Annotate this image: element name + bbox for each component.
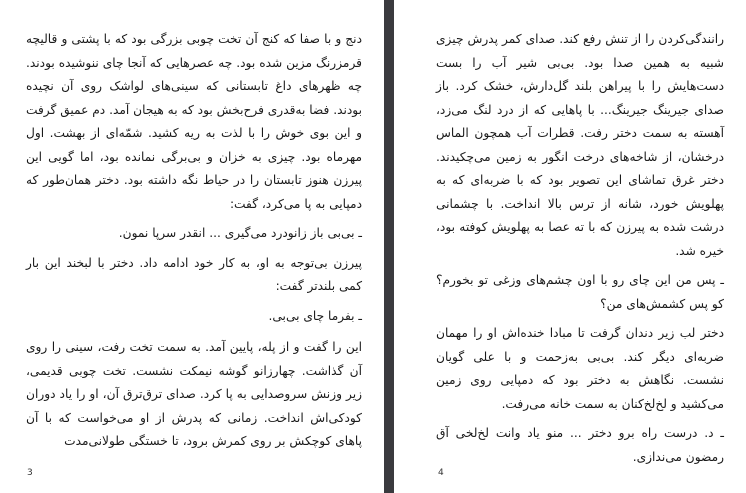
paragraph: این را گفت و از پله، پایین آمد. به سمت تخت رفت، سینی را روی آن گذاشت. چهارزانو گوشه نیمکت نشست. تخت چوبی قدیمی، زیر وزنش سروصدایی به پا کرد. صدای ترق‌ترق آن، او را یاد دوران کودکی‌اش انداخت. زمانی که پدرش از او می‌خواست که با آن پاهای کوچکش بر روی کمرش برود، تا خستگی طولانی‌مدت: [26, 340, 362, 448]
right-page-text: [436, 28, 724, 475]
paragraph: رانندگی‌کردن را از تنش رفع کند. صدای کمر پدرش چیزی شبیه به همین صدا بود. بی‌بی شیر آب را بست دست‌هایش را با پیراهن بلند گل‌دارش، خشک کرد. باز صدای جیرینگ جیرینگ... با پاهایی که از درد لنگ می‌زد، آهسته به سمت دختر رفت. قطرات آب همچون الماس درخشان، از شاخه‌های درخت انگور به زمین می‌چکیدند. دختر غرق تماشای این تصویر بود که با ضربه‌ای که به پهلویش خورد، شانه از ترس بالا انداخت. با چشمانی درشت شده به پیرزن که با ته عصا به پهلویش کوفته بود، خیره شد.: [436, 32, 724, 258]
paragraph: پیرزن بی‌توجه به او، به کار خود ادامه داد. دختر با لبخند این بار کمی بلندتر گفت:: [26, 255, 362, 293]
page-gutter-divider: [384, 0, 394, 493]
dialogue-line: ـ بفرما چای بی‌بی.: [268, 308, 362, 323]
page-number: 3: [27, 468, 33, 478]
dialogue-line: ـ د. درست راه برو دختر ... منو یاد وانت لخ‌لخی آق رمضون می‌ندازی.: [436, 426, 724, 464]
dialogue-line: ـ بی‌بی باز زانودرد می‌گیری ... انقدر سرپا نمون.: [118, 226, 362, 240]
paragraph: دختر لب زیر دندان گرفت تا مبادا خنده‌اش او را مهمان ضربه‌ای دیگر کند. بی‌بی به‌زحمت و با علی گویان نشست. نگاهش به دختر بود که دمپایی روی زمین می‌کشید و لخ‌لخ‌کنان به سمت خانه می‌رفت.: [436, 326, 724, 411]
left-page-text: [26, 28, 362, 460]
right-page: [394, 0, 746, 493]
dialogue-line: ـ پس من این چای رو با اون چشم‌های وزغی تو بخورم؟ کو پس کشمش‌های من؟: [436, 273, 724, 311]
paragraph: دنج و با صفا که کنج آن تخت چوبی بزرگی بود که با پشتی و قالیچه قرمزرنگ مزین شده بود. چه عصرهایی که آنجا چای ننوشیده بودند. چه ظهرهای داغ تابستانی که سینی‌های لواشک روی آن نچیده بودند. فضا به‌قدری فرح‌بخش بود که به هیجان آمد. دم عمیق گرفت و این بوی خوش را با لذت به ریه کشید. شمّه‌ای از بهشت. اول مهرماه بود. چیزی به خزان و بی‌برگی نمانده بود، اما گویی این پیرزن هنوز تابستان را در حیاط نگه داشته بود. دختر همان‌طور که دمپایی به پا می‌کرد، گفت:: [26, 32, 362, 211]
page-number: 4: [438, 468, 444, 478]
